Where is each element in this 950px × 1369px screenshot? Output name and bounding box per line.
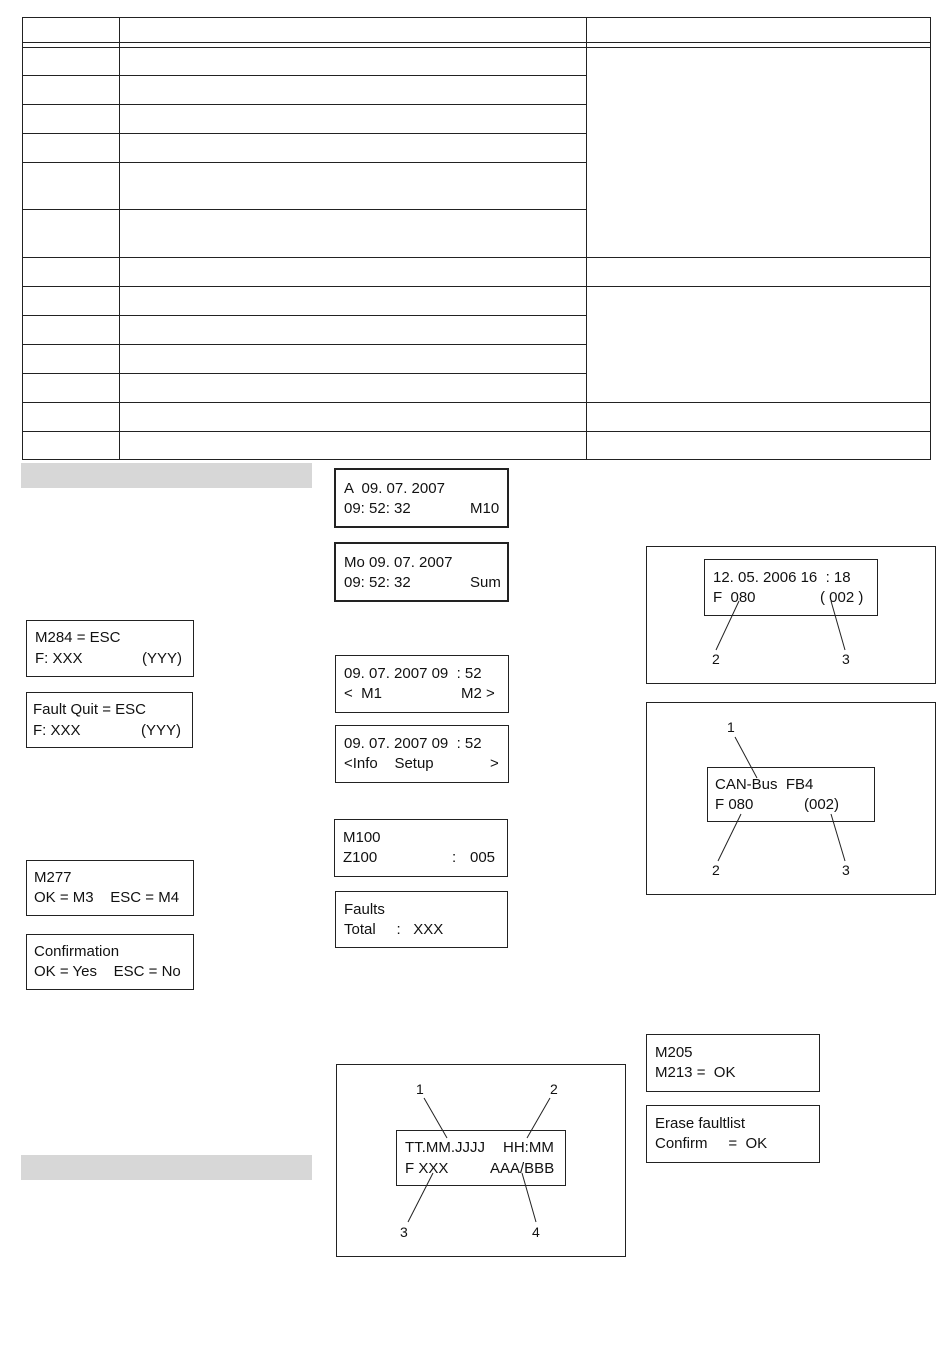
display-line: M100 [343,829,381,846]
display-line: > [490,755,499,772]
display-line: A 09. 07. 2007 [344,480,445,497]
display-line: M2 > [461,685,495,702]
callout-number: 3 [400,1224,408,1240]
callout-number: 2 [550,1081,558,1097]
display-line: ( 002 ) [820,589,864,606]
leader-line [424,1098,447,1138]
leader-line [831,814,845,861]
display-line: OK = Yes ESC = No [34,963,181,980]
display-line: M284 = ESC [35,629,121,646]
display-line: Confirmation [34,943,120,960]
display-line: M205 [655,1044,693,1061]
display-line: F 080 [713,589,756,606]
display-line: M10 [470,500,500,517]
display-line: 09: 52: 32 [344,574,411,591]
display-line: F: XXX [33,722,81,739]
callout-number: 4 [532,1224,540,1240]
display-line: F XXX [405,1160,449,1177]
display-line: 09. 07. 2007 09 : 52 [344,735,482,752]
display-line: M277 [34,869,72,886]
callout-number: 3 [842,651,850,667]
display-line: F 080 [715,796,754,813]
display-line: (YYY) [142,650,183,667]
display-line: M213 = OK [655,1064,736,1081]
display-line: Faults [344,901,385,918]
display-line: <Info Setup [344,755,434,772]
leader-line [735,737,757,778]
callout-number: 3 [842,862,850,878]
display-line: (002) [804,796,840,813]
display-line: AAA/BBB [490,1160,555,1177]
display-line: CAN-Bus FB4 [715,776,814,793]
callout-number: 2 [712,862,720,878]
display-line: : [452,849,457,866]
leader-line [408,1173,433,1222]
display-line: Mo 09. 07. 2007 [344,554,453,571]
display-line: Sum [470,574,501,591]
display-line: 09: 52: 32 [344,500,411,517]
leader-line [527,1098,550,1138]
callout-number: 2 [712,651,720,667]
leader-line [522,1173,536,1222]
display-line: Erase faultlist [655,1115,746,1132]
display-line: F: XXX [35,650,83,667]
display-line: (YYY) [141,722,182,739]
display-line: 005 [470,849,496,866]
display-line: Confirm = OK [655,1135,768,1152]
display-line: < M1 [344,685,382,702]
leader-line [716,601,739,650]
display-line: 12. 05. 2006 16 : 18 [713,569,851,586]
display-line: OK = M3 ESC = M4 [34,889,180,906]
callout-number: 1 [727,719,735,735]
display-line: HH:MM [503,1139,554,1156]
display-line: Z100 [343,849,378,866]
leader-line [831,601,845,650]
display-line: TT.MM.JJJJ [405,1139,485,1156]
display-line: Total : XXX [344,921,444,938]
display-line: Fault Quit = ESC [33,701,146,718]
display-line: 09. 07. 2007 09 : 52 [344,665,482,682]
leader-line [718,814,741,861]
callout-number: 1 [416,1081,424,1097]
